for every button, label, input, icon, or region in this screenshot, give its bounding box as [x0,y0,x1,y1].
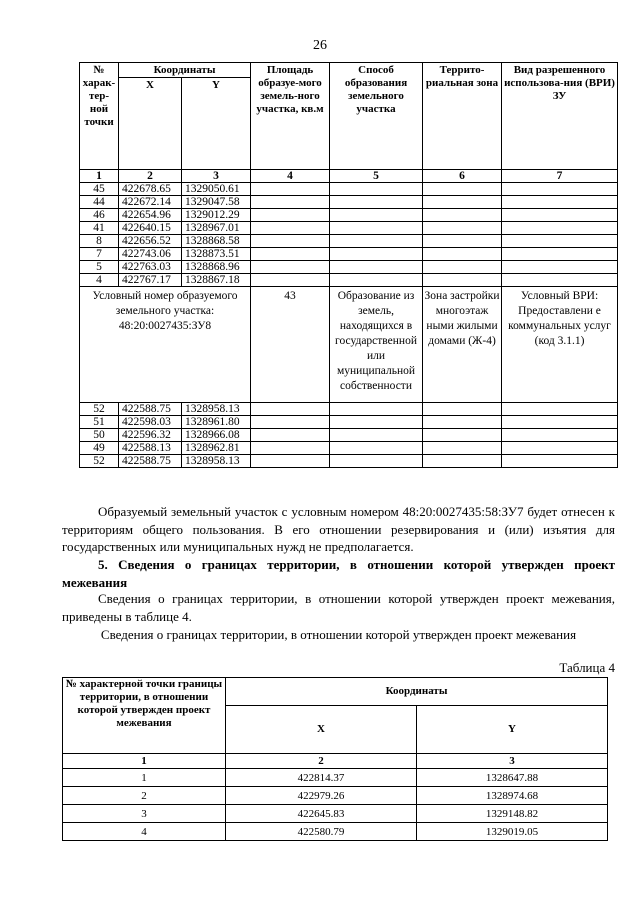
column-index: 7 [502,170,618,183]
coord-x: 422596.32 [119,429,182,442]
point-number: 44 [80,196,119,209]
table-row [80,429,618,442]
coord-y: 1328967.01 [182,222,251,235]
empty-cell [423,455,502,468]
empty-cell [251,403,330,416]
section-heading-text: 5. Сведения о границах территории, в отношении которой утвержден проект межевания [62,557,615,590]
empty-cell [330,261,423,274]
coord-x: 422767.17 [119,274,182,287]
coord-x: 422656.52 [119,235,182,248]
coord-x: 422672.14 [119,196,182,209]
empty-cell [330,416,423,429]
point-number: 4 [63,823,226,841]
coord-y: 1329012.29 [182,209,251,222]
empty-cell [423,403,502,416]
coord-y: 1329047.58 [182,196,251,209]
coord-y: 1328961.80 [182,416,251,429]
coord-x: 422678.65 [119,183,182,196]
coord-y: 1328647.88 [417,769,608,787]
plot-info-row [80,287,618,403]
table-row [80,183,618,196]
point-number: 4 [80,274,119,287]
empty-cell [330,235,423,248]
table-row [63,805,608,823]
plot-method: Образование из земель, находящихся в государственной или муниципальной собственности [330,287,423,403]
point-number: 52 [80,455,119,468]
table-row [80,196,618,209]
coord-x: 422640.15 [119,222,182,235]
t4-header-point-no: № характерной точки границы территории, в отношении которой утвержден проект межевания [63,678,226,754]
coord-y: 1328958.13 [182,455,251,468]
empty-cell [330,455,423,468]
empty-cell [251,274,330,287]
empty-cell [502,429,618,442]
t4-column-index: 3 [417,754,608,769]
column-index: 2 [119,170,182,183]
empty-cell [251,429,330,442]
empty-cell [330,403,423,416]
header-method: Способ образования земельного участка [330,63,423,170]
point-number: 41 [80,222,119,235]
column-index: 6 [423,170,502,183]
point-number: 2 [63,787,226,805]
coord-y: 1328962.81 [182,442,251,455]
coord-y: 1328868.58 [182,235,251,248]
paragraph-zu7 [62,503,615,556]
coord-x: 422743.06 [119,248,182,261]
coord-x: 422588.75 [119,455,182,468]
t4-header-y: Y [417,706,608,754]
coord-x: 422588.13 [119,442,182,455]
point-number: 50 [80,429,119,442]
empty-cell [251,222,330,235]
coord-x: 422979.26 [226,787,417,805]
empty-cell [330,429,423,442]
point-number: 45 [80,183,119,196]
empty-cell [330,183,423,196]
header-y: Y [182,78,251,170]
coord-y: 1329050.61 [182,183,251,196]
coord-x: 422654.96 [119,209,182,222]
section-heading [62,556,615,591]
empty-cell [502,183,618,196]
point-number: 46 [80,209,119,222]
table-row [80,274,618,287]
table-row [80,209,618,222]
table-row [80,261,618,274]
coord-x: 422763.03 [119,261,182,274]
empty-cell [502,222,618,235]
boundary-points-table [79,62,618,468]
table-row [80,455,618,468]
empty-cell [502,416,618,429]
header-vri: Вид разрешенного использова-ния (ВРИ) ЗУ [502,63,618,170]
empty-cell [423,183,502,196]
column-index: 3 [182,170,251,183]
empty-cell [330,196,423,209]
empty-cell [502,248,618,261]
coord-x: 422588.75 [119,403,182,416]
point-number: 5 [80,261,119,274]
empty-cell [330,209,423,222]
coord-y: 1328966.08 [182,429,251,442]
empty-cell [330,274,423,287]
empty-cell [502,274,618,287]
coord-y: 1329019.05 [417,823,608,841]
coord-x: 422645.83 [226,805,417,823]
table-row [63,823,608,841]
point-number: 7 [80,248,119,261]
table-row [63,787,608,805]
header-point-no: № харак-тер-ной точки [80,63,119,170]
table-row [80,416,618,429]
point-number: 1 [63,769,226,787]
empty-cell [423,248,502,261]
empty-cell [502,403,618,416]
plot-label: Условный номер образуемого земельного участка: 48:20:0027435:ЗУ8 [80,287,251,403]
paragraph-table-ref [62,590,615,625]
empty-cell [502,235,618,248]
empty-cell [423,235,502,248]
empty-cell [423,196,502,209]
coord-y: 1328867.18 [182,274,251,287]
plot-area: 43 [251,287,330,403]
empty-cell [423,429,502,442]
empty-cell [502,442,618,455]
t4-header-x: X [226,706,417,754]
empty-cell [423,209,502,222]
empty-cell [502,209,618,222]
table-caption: Сведения о границах территории, в отношении которой утвержден проект межевания [100,627,577,642]
empty-cell [330,248,423,261]
plot-zone: Зона застройки многоэтаж ными жилыми домами (Ж-4) [423,287,502,403]
column-index: 1 [80,170,119,183]
empty-cell [251,209,330,222]
table-row [80,248,618,261]
empty-cell [423,416,502,429]
plot-vri: Условный ВРИ: Предоставлени е коммунальных услуг (код 3.1.1) [502,287,618,403]
table-row [80,442,618,455]
empty-cell [251,442,330,455]
territory-boundary-table [62,677,608,841]
empty-cell [423,261,502,274]
empty-cell [251,196,330,209]
point-number: 3 [63,805,226,823]
header-coordinates: Координаты [119,63,251,78]
empty-cell [502,196,618,209]
column-index: 5 [330,170,423,183]
empty-cell [251,183,330,196]
empty-cell [251,261,330,274]
paragraph-table-ref-text: Сведения о границах территории, в отношении которой утвержден проект межевания, приведены в таблице 4. [62,591,615,624]
empty-cell [423,222,502,235]
table-row [80,235,618,248]
column-index: 4 [251,170,330,183]
empty-cell [423,274,502,287]
table-row [80,222,618,235]
empty-cell [330,442,423,455]
column-index-row [80,170,618,183]
empty-cell [251,235,330,248]
empty-cell [502,455,618,468]
coord-y: 1328974.68 [417,787,608,805]
coord-x: 422598.03 [119,416,182,429]
header-zone: Террито-риальная зона [423,63,502,170]
coord-x: 422814.37 [226,769,417,787]
empty-cell [251,248,330,261]
empty-cell [251,455,330,468]
coord-x: 422580.79 [226,823,417,841]
empty-cell [330,222,423,235]
table-row [80,403,618,416]
point-number: 52 [80,403,119,416]
table-row [63,769,608,787]
table-label: Таблица 4 [559,660,615,675]
coord-y: 1328868.96 [182,261,251,274]
coord-y: 1329148.82 [417,805,608,823]
header-area: Площадь образуе-мого земель-ного участка, кв.м [251,63,330,170]
t4-column-index-row [63,754,608,769]
empty-cell [502,261,618,274]
t4-header-coordinates: Координаты [226,678,608,706]
t4-column-index: 2 [226,754,417,769]
coord-y: 1328873.51 [182,248,251,261]
empty-cell [423,442,502,455]
page-number: 26 [313,38,327,53]
t4-column-index: 1 [63,754,226,769]
point-number: 51 [80,416,119,429]
paragraph-zu7-text: Образуемый земельный участок с условным номером 48:20:0027435:58:ЗУ7 будет отнесен к территориям общего пользования. В его отношении резервирования и (или) изъятия для государственных или муниципальных нужд не предполагается. [62,504,615,554]
point-number: 49 [80,442,119,455]
header-x: X [119,78,182,170]
empty-cell [251,416,330,429]
coord-y: 1328958.13 [182,403,251,416]
point-number: 8 [80,235,119,248]
